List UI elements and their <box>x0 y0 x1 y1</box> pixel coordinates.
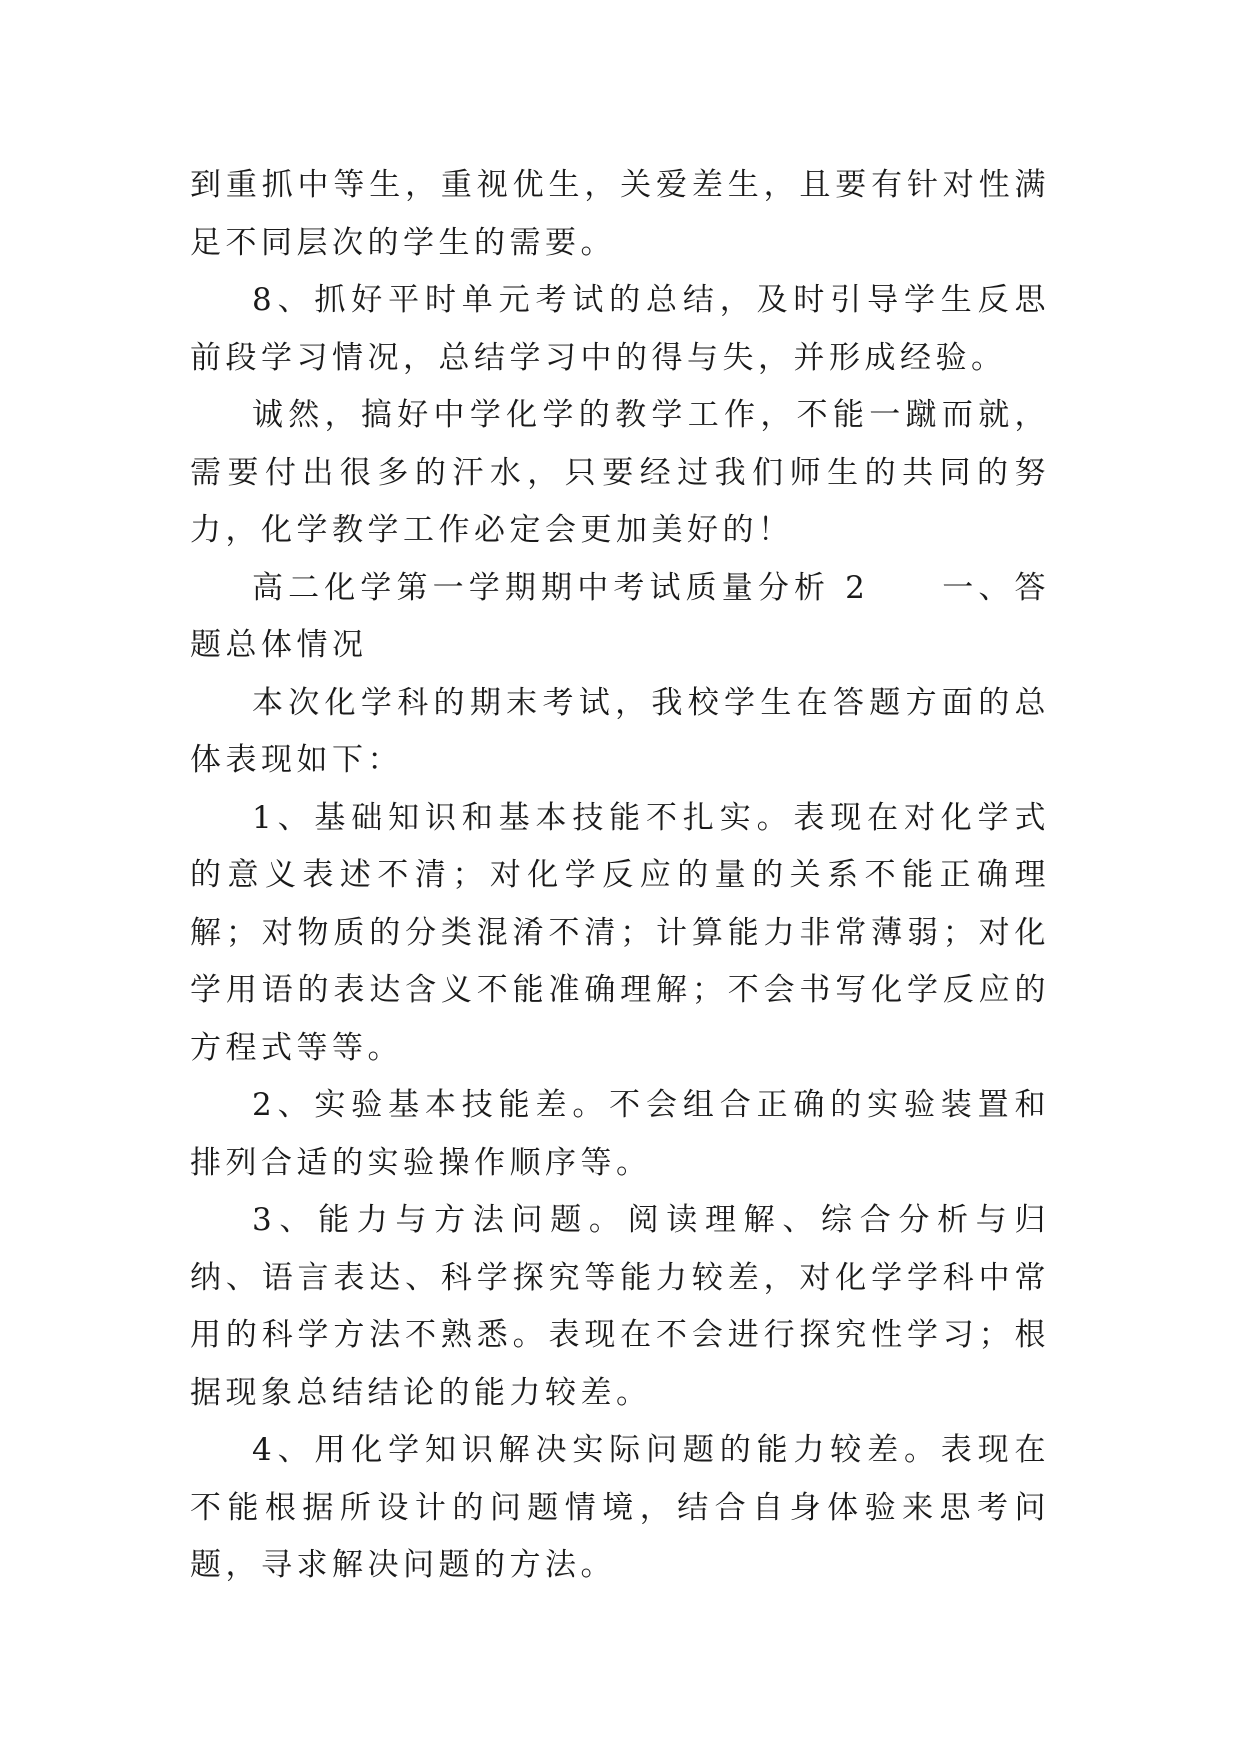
paragraph-item-3: 3、能力与方法问题。阅读理解、综合分析与归纳、语言表达、科学探究等能力较差，对化学学科中常用的科学方法不熟悉。表现在不会进行探究性学习；根据现象总结结论的能力较差。 <box>190 1202 1050 1411</box>
paragraph-item-1: 1、基础知识和基本技能不扎实。表现在对化学式的意义表述不清；对化学反应的量的关系不能正确理解；对物质的分类混淆不清；计算能力非常薄弱；对化学用语的表达含义不能准确理解；不会书写化学反应的方程式等等。 <box>190 799 1050 1066</box>
paragraph-item-2: 2、实验基本技能差。不会组合正确的实验装置和排列合适的实验操作顺序等。 <box>190 1087 1050 1181</box>
paragraph-conclusion: 诚然，搞好中学化学的教学工作，不能一蹴而就，需要付出很多的汗水，只要经过我们师生的共同的努力，化学教学工作必定会更加美好的！ <box>190 397 1050 548</box>
paragraph-item-4: 4、用化学知识解决实际问题的能力较差。表现在不能根据所设计的问题情境，结合自身体验来思考问题，寻求解决问题的方法。 <box>190 1432 1050 1583</box>
document-body <box>190 157 1050 1595</box>
paragraph-continuation: 到重抓中等生，重视优生，关爱差生，且要有针对性满足不同层次的学生的需要。 <box>190 167 1050 261</box>
section-heading: 高二化学第一学期期中考试质量分析 2 一、答题总体情况 <box>190 569 1050 663</box>
paragraph-intro: 本次化学科的期末考试，我校学生在答题方面的总体表现如下： <box>190 684 1050 778</box>
paragraph-item-8: 8、抓好平时单元考试的总结，及时引导学生反思前段学习情况，总结学习中的得与失，并形成经验。 <box>190 282 1050 376</box>
